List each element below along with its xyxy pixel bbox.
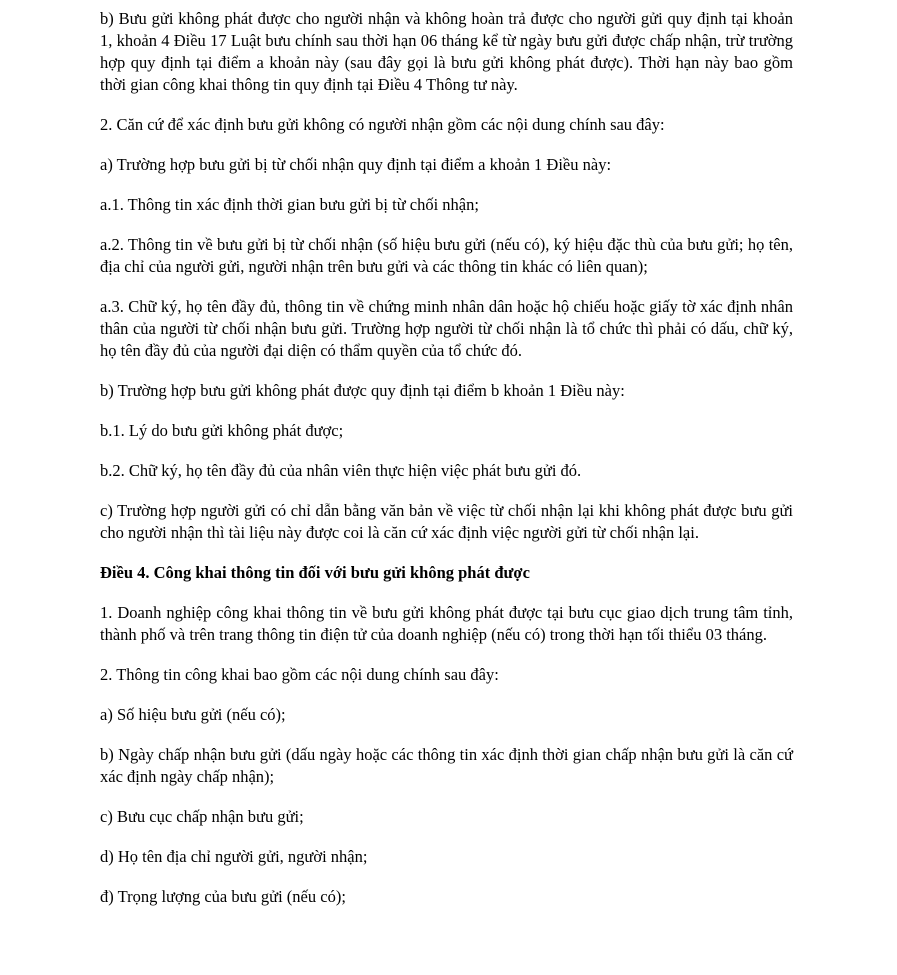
- paragraph-point-a-refused-case: a) Trường hợp bưu gửi bị từ chối nhận quy định tại điểm a khoản 1 Điều này:: [100, 155, 612, 174]
- paragraph-point-b-undeliverable-definition: b) Bưu gửi không phát được cho người nhận và không hoàn trả được cho người gửi quy định tại khoản 1, khoản 4 Điều 17 Luật bưu chính sau thời hạn 06 tháng kể từ ngày bưu gửi được chấp nhận, trừ trường hợp quy định tại điểm a khoản này (sau đây gọi là bưu gửi không phát được). Thời hạn này bao gồm thời gian công khai thông tin quy định tại Điều 4 Thông tư này.: [100, 9, 793, 94]
- paragraph-article4-clause-2-intro: 2. Thông tin công khai bao gồm các nội dung chính sau đây:: [100, 665, 499, 684]
- paragraph-clause-2-basis-intro: 2. Căn cứ để xác định bưu gửi không có người nhận gồm các nội dung chính sau đây:: [100, 115, 665, 134]
- paragraph-article4-point-dd-weight: đ) Trọng lượng của bưu gửi (nếu có);: [100, 887, 346, 906]
- paragraph-article4-point-d-names-addresses: d) Họ tên địa chỉ người gửi, người nhận;: [100, 847, 368, 866]
- article-4-heading: Điều 4. Công khai thông tin đối với bưu gửi không phát được: [100, 563, 530, 582]
- paragraph-article4-point-b-acceptance-date: b) Ngày chấp nhận bưu gửi (dấu ngày hoặc các thông tin xác định thời gian chấp nhận bưu gửi là căn cứ xác định ngày chấp nhận);: [100, 745, 793, 786]
- paragraph-point-b1-reason: b.1. Lý do bưu gửi không phát được;: [100, 421, 344, 440]
- paragraph-point-b2-staff-signature: b.2. Chữ ký, họ tên đầy đủ của nhân viên thực hiện việc phát bưu gửi đó.: [100, 461, 582, 480]
- paragraph-article4-clause-1-publication: 1. Doanh nghiệp công khai thông tin về bưu gửi không phát được tại bưu cục giao dịch trung tâm tỉnh, thành phố và trên trang thông tin điện tử của doanh nghiệp (nếu có) trong thời hạn tối thiểu 03 tháng.: [100, 603, 793, 644]
- paragraph-article4-point-c-acceptance-office: c) Bưu cục chấp nhận bưu gửi;: [100, 807, 304, 826]
- paragraph-article4-point-a-item-number: a) Số hiệu bưu gửi (nếu có);: [100, 705, 286, 724]
- paragraph-point-c-sender-refusal-document: c) Trường hợp người gửi có chỉ dẫn bằng văn bản về việc từ chối nhận lại khi không phát được bưu gửi cho người nhận thì tài liệu này được coi là căn cứ xác định việc người gửi từ chối nhận lại.: [100, 501, 793, 542]
- paragraph-point-b-undeliverable-case: b) Trường hợp bưu gửi không phát được quy định tại điểm b khoản 1 Điều này:: [100, 381, 625, 400]
- paragraph-point-a3-signature-identity: a.3. Chữ ký, họ tên đầy đủ, thông tin về chứng minh nhân dân hoặc hộ chiếu hoặc giấy tờ xác định nhân thân của người từ chối nhận bưu gửi. Trường hợp người từ chối nhận là tổ chức thì phải có dấu, chữ ký, họ tên đầy đủ của người đại diện có thẩm quyền của tổ chức đó.: [100, 297, 793, 360]
- paragraph-point-a1-refusal-time: a.1. Thông tin xác định thời gian bưu gửi bị từ chối nhận;: [100, 195, 479, 214]
- paragraph-point-a2-item-info: a.2. Thông tin về bưu gửi bị từ chối nhận (số hiệu bưu gửi (nếu có), ký hiệu đặc thù của bưu gửi; họ tên, địa chỉ của người gửi, người nhận trên bưu gửi và các thông tin khác có liên quan);: [100, 235, 793, 276]
